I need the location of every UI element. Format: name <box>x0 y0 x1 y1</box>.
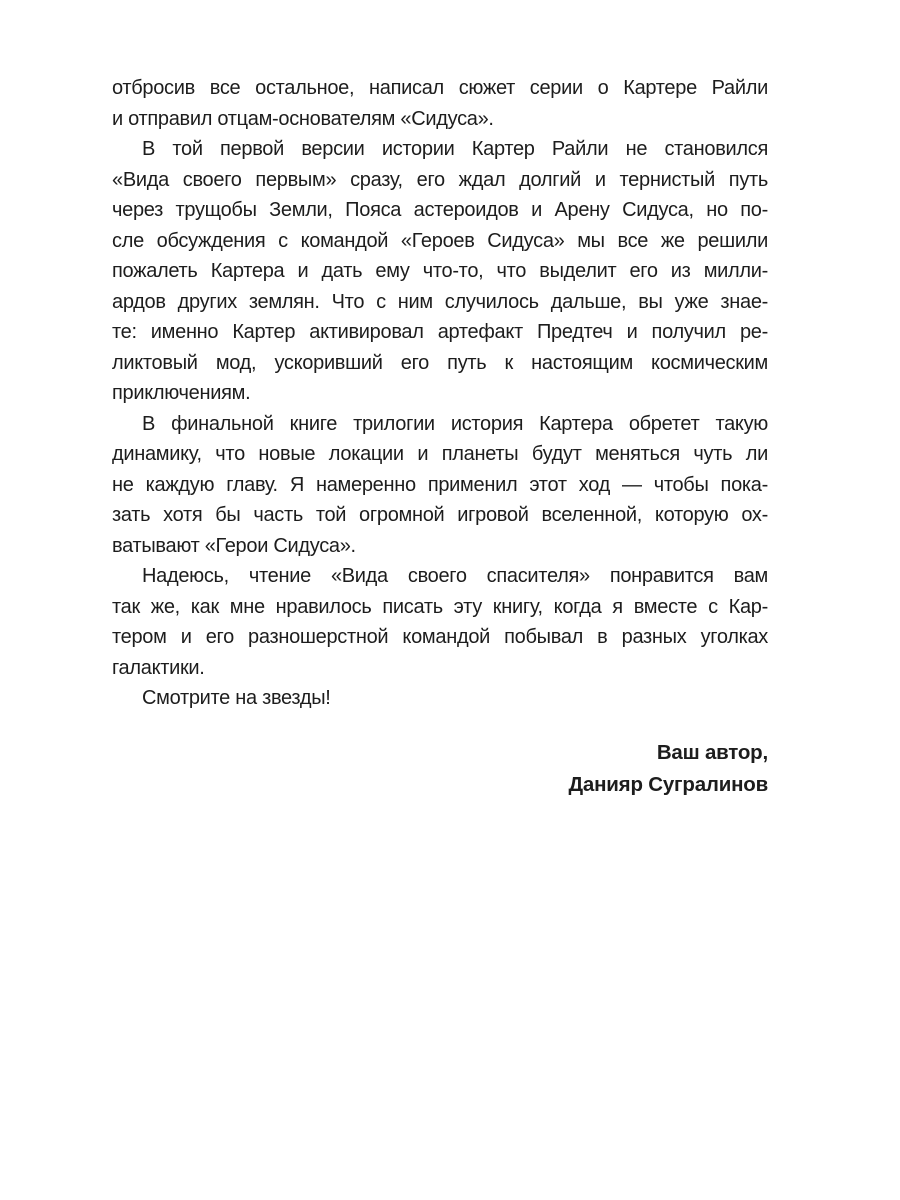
text-line: так же, как мне нравилось писать эту книгу, когда я вместе с Кар- <box>112 595 768 618</box>
text-line: ватывают «Герои Сидуса». <box>112 534 356 557</box>
text-line: ардов других землян. Что с ним случилось дальше, вы уже знае- <box>112 290 768 313</box>
author-signature <box>112 737 768 800</box>
text-line: отбросив все остальное, написал сюжет серии о Картере Райли <box>112 77 768 99</box>
signature-line-1: Ваш автор, <box>656 741 768 764</box>
body-text <box>112 73 768 714</box>
text-line: Смотрите на звезды! <box>142 687 331 709</box>
text-line: ликтовый мод, ускоривший его путь к настоящим космическим <box>112 351 768 374</box>
text-line: приключениям. <box>112 382 251 404</box>
text-line: сле обсуждения с командой «Героев Сидуса» мы все же решили <box>112 229 768 252</box>
paragraph <box>112 561 768 683</box>
paragraph <box>112 683 768 714</box>
text-line: и отправил отцам-основателям «Сидуса». <box>112 107 494 130</box>
text-line: те: именно Картер активировал артефакт Предтеч и получил ре- <box>112 321 768 343</box>
text-line: В той первой версии истории Картер Райли не становился <box>142 138 768 160</box>
paragraph <box>112 409 768 562</box>
text-line: тером и его разношерстной командой побывал в разных уголках <box>112 626 768 648</box>
text-line: галактики. <box>112 656 205 679</box>
paragraph <box>112 73 768 134</box>
text-line: через трущобы Земли, Пояса астероидов и Арену Сидуса, но по- <box>112 199 768 221</box>
text-line: Надеюсь, чтение «Вида своего спасителя» понравится вам <box>142 565 768 587</box>
text-line: В финальной книге трилогии история Картера обретет такую <box>142 412 768 435</box>
paragraph <box>112 134 768 409</box>
text-line: не каждую главу. Я намеренно применил этот ход — чтобы пока- <box>112 473 768 496</box>
text-line: пожалеть Картера и дать ему что-то, что выделит его из милли- <box>112 260 768 282</box>
text-line: «Вида своего первым» сразу, его ждал долгий и тернистый путь <box>112 168 768 191</box>
text-line: динамику, что новые локации и планеты будут меняться чуть ли <box>112 443 768 465</box>
signature-line-2: Данияр Сугралинов <box>568 772 768 796</box>
text-line: зать хотя бы часть той огромной игровой вселенной, которую ох- <box>112 504 768 526</box>
